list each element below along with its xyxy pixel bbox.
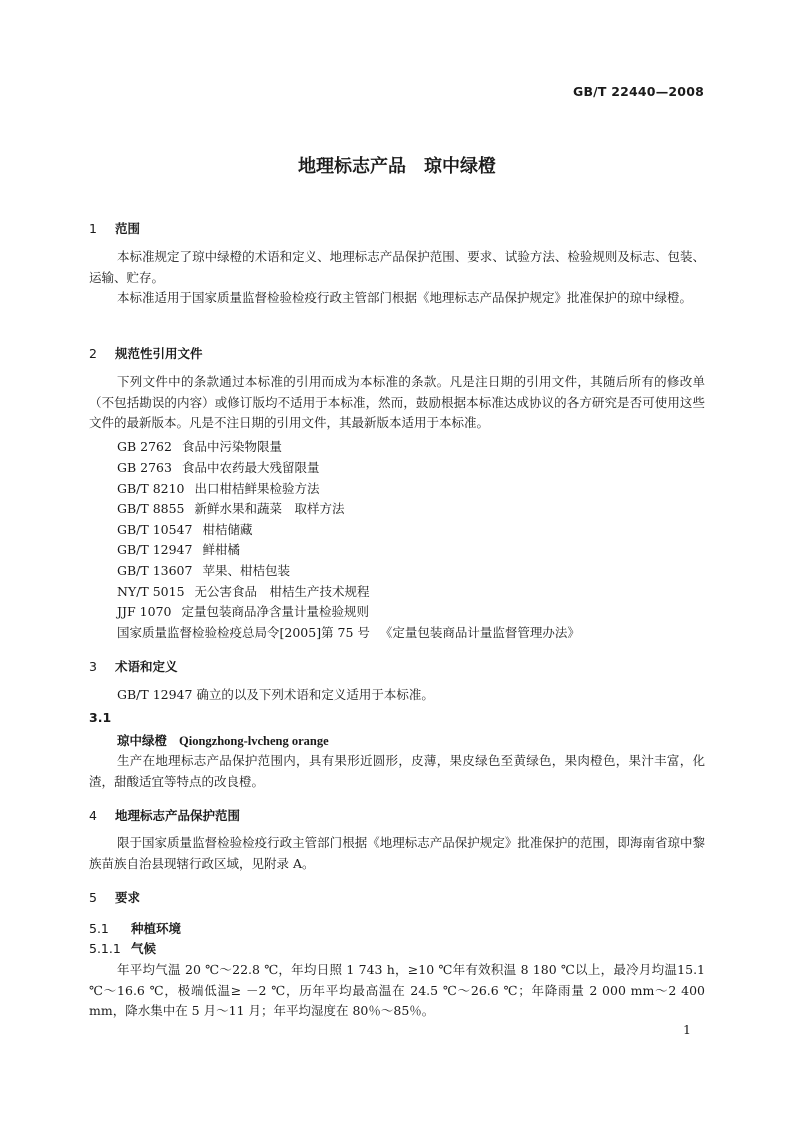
- terms-intro-paragraph: GB/T 12947 确立的以及下列术语和定义适用于本标准。: [117, 687, 434, 702]
- document-title: 地理标志产品 琼中绿橙: [298, 156, 496, 177]
- reference-item: [117, 437, 282, 455]
- term-name-zh: 琼中绿橙: [117, 733, 168, 748]
- reference-code: GB/T 12947: [117, 542, 193, 557]
- climate-paragraph: 年平均气温 20 ℃～22.8 ℃，年均日照 1 743 h，≥10 ℃年有效积温 8 180 ℃以上，最冷月均温15.1 ℃～16.6 ℃，极端低温≥ －2 ℃，历年平均最高温在 24.5 ℃～26.6 ℃；年降雨量 2 000 mm～2 400 mm，降水集中在 5 月～11 月；年平均湿度在 80％～85％。: [89, 962, 705, 1018]
- reference-title: 新鲜水果和蔬菜 取样方法: [194, 501, 345, 516]
- section-title: 种植环境: [131, 921, 182, 936]
- reference-title: 无公害食品 柑桔生产技术规程: [194, 584, 370, 599]
- section-number: 5: [89, 890, 97, 905]
- term-name-en: Qiongzhong-lvcheng orange: [179, 734, 329, 748]
- protection-scope-paragraph: 限于国家质量监督检验检疫行政主管部门根据《地理标志产品保护规定》批准保护的范围，即海南省琼中黎族苗族自治县现辖行政区域，见附录 A。: [89, 835, 705, 871]
- reference-title: 食品中污染物限量: [181, 439, 282, 454]
- section-3-heading: [89, 657, 178, 675]
- reference-code: GB/T 13607: [117, 563, 193, 578]
- reference-item: [117, 602, 369, 620]
- section-title: 地理标志产品保护范围: [115, 808, 241, 823]
- scope-paragraph-2: 本标准适用于国家质量监督检验检疫行政主管部门根据《地理标志产品保护规定》批准保护的琼中绿橙。: [117, 290, 693, 305]
- section-number: 3: [89, 659, 97, 674]
- section-1-heading: [89, 219, 140, 237]
- reference-code: GB 2762: [117, 439, 172, 454]
- page-number: 1: [683, 1022, 691, 1037]
- reference-item: [117, 499, 345, 517]
- section-number: 5.1: [89, 921, 109, 936]
- section-5-heading: [89, 888, 140, 906]
- section-4-heading: [89, 806, 240, 824]
- reference-item: [117, 479, 320, 497]
- subsection-5-1-heading: [89, 919, 181, 937]
- subsection-5-1-1-heading: [89, 939, 156, 957]
- subsection-3-1-number: [89, 710, 111, 725]
- reference-item: [117, 540, 240, 558]
- term-entry: [117, 731, 329, 749]
- term-definition-paragraph: 生产在地理标志产品保护范围内，具有果形近圆形，皮薄，果皮绿色至黄绿色，果肉橙色，果汁丰富，化渣，甜酸适宜等特点的改良橙。: [89, 753, 705, 789]
- section-title: 要求: [115, 890, 141, 905]
- reference-item: [117, 623, 580, 641]
- reference-code: 国家质量监督检验检疫总局令[2005]第 75 号: [117, 625, 370, 640]
- reference-title: 鲜柑橘: [202, 542, 240, 557]
- section-title: 规范性引用文件: [115, 346, 203, 361]
- reference-item: [117, 582, 370, 600]
- references-intro-paragraph: 下列文件中的条款通过本标准的引用而成为本标准的条款。凡是注日期的引用文件，其随后所有的修改单（不包括勘误的内容）或修订版均不适用于本标准，然而，鼓励根据本标准达成协议的各方研究是否可使用这些文件的最新版本。凡是不注日期的引用文件，其最新版本适用于本标准。: [89, 374, 705, 430]
- reference-item: [117, 458, 319, 476]
- reference-title: 《定量包装商品计量监督管理办法》: [379, 625, 580, 640]
- section-title: 气候: [131, 941, 157, 956]
- scope-paragraph-1: 本标准规定了琼中绿橙的术语和定义、地理标志产品保护范围、要求、试验方法、检验规则及标志、包装、运输、贮存。: [89, 249, 705, 285]
- section-2-heading: [89, 344, 203, 362]
- reference-title: 定量包装商品净含量计量检验规则: [181, 604, 369, 619]
- reference-item: [117, 520, 252, 538]
- reference-code: JJF 1070: [117, 604, 172, 619]
- reference-code: GB/T 8855: [117, 501, 185, 516]
- reference-title: 出口柑桔鲜果检验方法: [194, 481, 320, 496]
- standard-code: GB/T 22440—2008: [572, 84, 704, 99]
- section-number: 1: [89, 221, 97, 236]
- reference-title: 柑桔储藏: [202, 522, 253, 537]
- reference-title: 食品中农药最大残留限量: [181, 460, 320, 475]
- reference-item: [117, 561, 290, 579]
- section-number: 4: [89, 808, 97, 823]
- section-title: 术语和定义: [115, 659, 178, 674]
- reference-title: 苹果、柑桔包装: [202, 563, 290, 578]
- reference-code: GB/T 8210: [117, 481, 185, 496]
- section-number: 5.1.1: [89, 941, 121, 956]
- reference-code: NY/T 5015: [117, 584, 185, 599]
- reference-code: GB/T 10547: [117, 522, 193, 537]
- reference-code: GB 2763: [117, 460, 172, 475]
- section-number: 2: [89, 346, 97, 361]
- section-title: 范围: [115, 221, 141, 236]
- section-number: 3.1: [89, 710, 112, 725]
